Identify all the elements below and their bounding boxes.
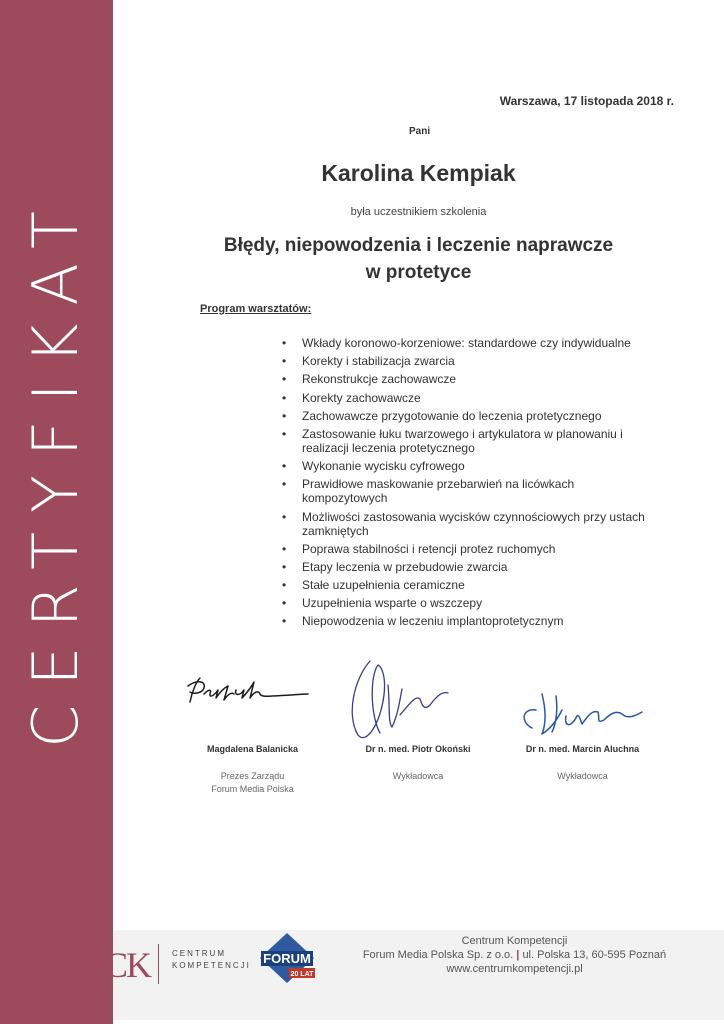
signatory-role bbox=[180, 770, 325, 796]
forum-logo-text: FORUM bbox=[263, 951, 311, 966]
footer-separator: | bbox=[516, 949, 520, 961]
list-item: • Etapy leczenia w przebudowie zwarcia bbox=[282, 560, 662, 574]
list-item: • Zachowawcze przygotowanie do leczenia protetycznego bbox=[282, 409, 662, 423]
list-item: • Stałe uzupełnienia ceramiczne bbox=[282, 578, 662, 592]
signatory-name: Magdalena Balanicka bbox=[206, 744, 299, 754]
ck-logo-text bbox=[172, 948, 251, 972]
forum-badge-text: 20 LAT bbox=[290, 971, 314, 978]
list-item: • Prawidłowe maskowanie przebarwień na licówkach kompozytowych bbox=[282, 477, 662, 505]
recipient-name: Karolina Kempiak bbox=[321, 160, 516, 186]
course-title-line-1: Błędy, niepowodzenia i leczenie naprawcze bbox=[223, 235, 614, 256]
list-item: • Niepowodzenia w leczeniu implantoprotetycznym bbox=[282, 614, 662, 628]
ck-logo: CK bbox=[104, 945, 151, 985]
course-title bbox=[113, 232, 724, 286]
signatory-role-line-1: Prezes Zarządu bbox=[220, 771, 285, 781]
list-item: • Rekonstrukcje zachowawcze bbox=[282, 372, 662, 386]
list-item: • Korekty i stabilizacja zwarcia bbox=[282, 354, 662, 368]
signatory-name: Dr n. med. Piotr Okoński bbox=[365, 744, 471, 754]
footer-org-name: Centrum Kompetencji bbox=[461, 935, 568, 947]
participation-text: była uczestnikiem szkolenia bbox=[350, 206, 487, 218]
list-item: • Zastosowanie łuku twarzowego i artykulatora w planowaniu i realizacji leczenia protetycznego bbox=[282, 427, 662, 455]
list-item: • Korekty zachowawcze bbox=[282, 391, 662, 405]
list-item: • Wkłady koronowo-korzeniowe: standardowe czy indywidualne bbox=[282, 336, 662, 350]
signatory-role-line-2: Forum Media Polska bbox=[211, 784, 294, 794]
signatory-role: Wykładowca bbox=[557, 771, 608, 781]
ck-logo-line-1: CENTRUM bbox=[172, 949, 226, 958]
signature-balanicka bbox=[178, 672, 313, 714]
footer-address-line bbox=[322, 948, 707, 962]
footer-company: Forum Media Polska Sp. z o.o. bbox=[362, 949, 514, 961]
signature-okonski bbox=[340, 655, 480, 743]
logo-divider bbox=[158, 944, 159, 984]
signatory-name: Dr n. med. Marcin Aluchna bbox=[525, 744, 640, 754]
sidebar-band bbox=[0, 0, 113, 1024]
footer-contact bbox=[322, 934, 707, 976]
signatory-role: Wykładowca bbox=[392, 771, 444, 781]
list-item: • Możliwości zastosowania wycisków czynnościowych przy ustach zamkniętych bbox=[282, 510, 662, 538]
list-item: • Wykonanie wycisku cyfrowego bbox=[282, 459, 662, 473]
list-item: • Poprawa stabilności i retencji protez ruchomych bbox=[282, 542, 662, 556]
issue-date: Warszawa, 17 listopada 2018 r. bbox=[499, 94, 674, 108]
salutation: Pani bbox=[409, 126, 431, 137]
course-title-line-2: w protetyce bbox=[365, 262, 472, 283]
footer-website[interactable]: www.centrumkompetencji.pl bbox=[446, 963, 583, 975]
forum-media-logo bbox=[258, 931, 316, 987]
certificate-vertical-title: CERTYFIKAT bbox=[19, 192, 92, 748]
program-list bbox=[282, 336, 662, 633]
ck-logo-line-2: KOMPETENCJI bbox=[172, 961, 251, 970]
list-item: • Uzupełnienia wsparte o wszczepy bbox=[282, 596, 662, 610]
footer-address: ul. Polska 13, 60-595 Poznań bbox=[522, 949, 667, 961]
program-heading: Program warsztatów: bbox=[200, 303, 312, 315]
signature-aluchna bbox=[512, 688, 657, 740]
